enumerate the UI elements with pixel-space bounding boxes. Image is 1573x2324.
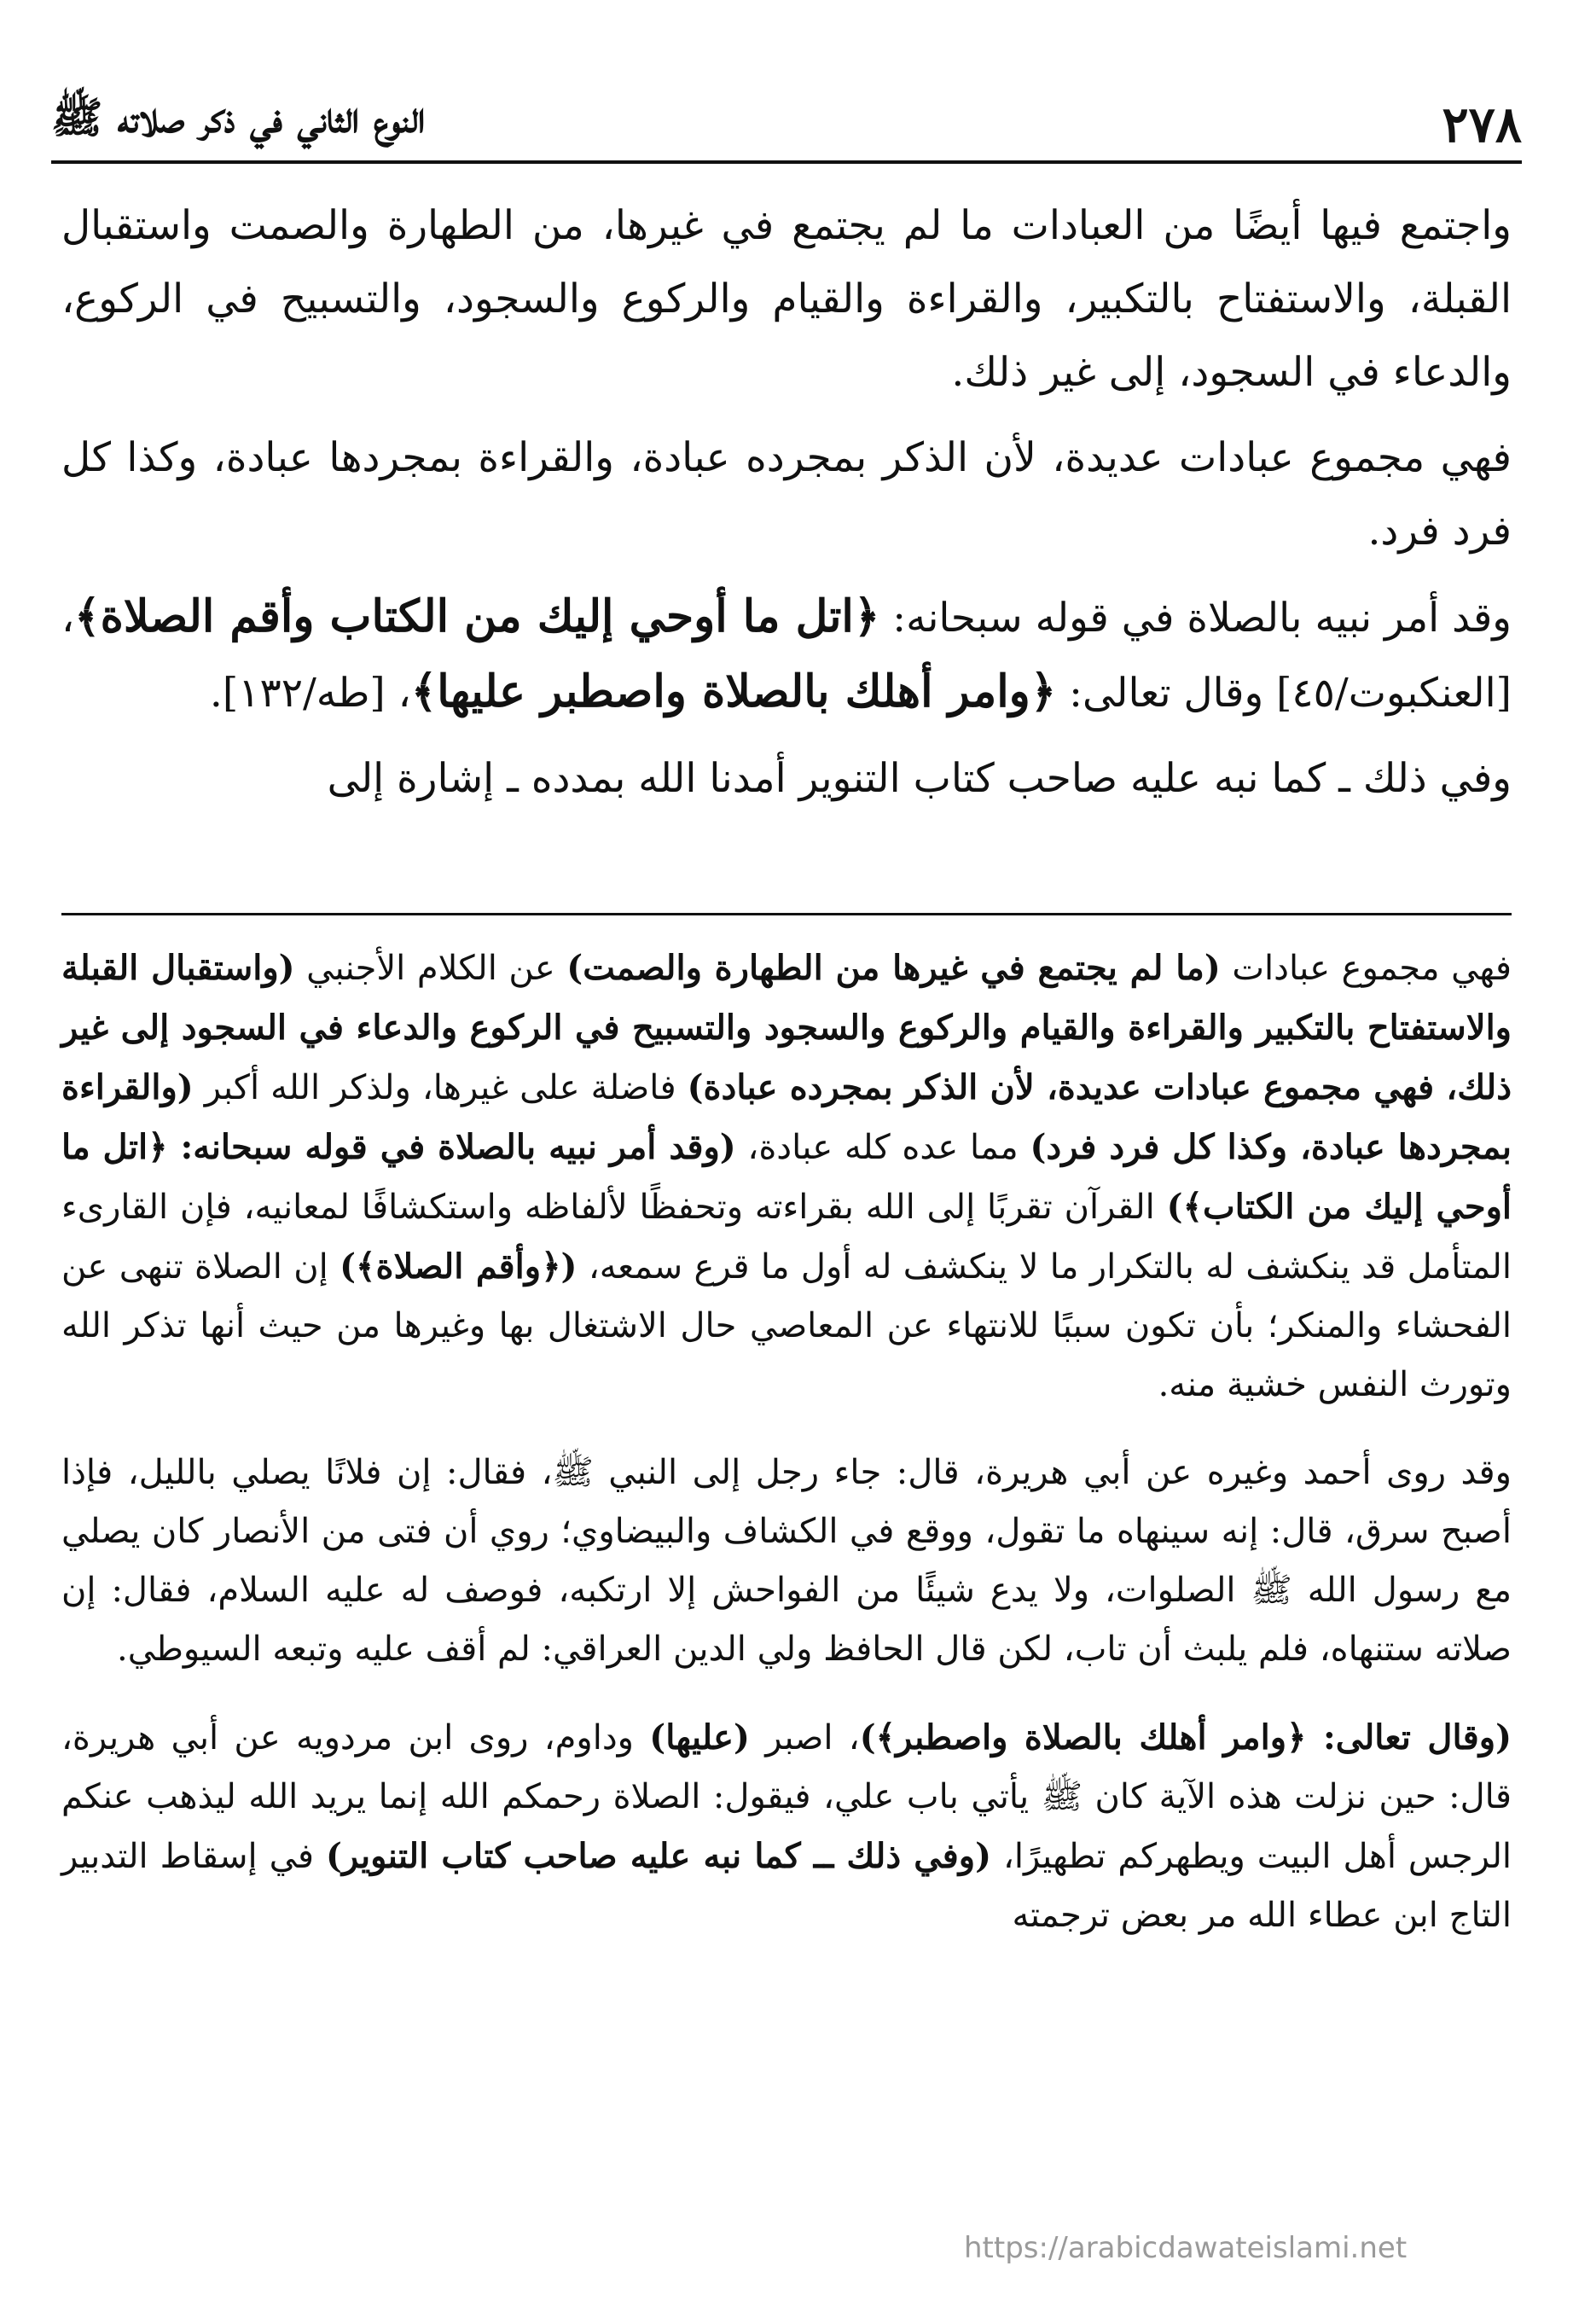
commentary-span: في إسقاط التدبير التاج ابن عطاء الله مر بعض ترجمته [61, 1837, 1512, 1935]
commentary-span: عن الكلام الأجنبي [294, 949, 567, 988]
commentary-span: وداوم، روى ابن مردويه عن أبي هريرة، قال: حين نزلت هذه الآية كان ﷺ يأتي باب علي، فيقول: الصلاة رحمكم الله إنما يريد الله ليذهب عنكم الرجس أهل البيت ويطهركم تطهيرًا، [61, 1718, 1512, 1876]
page-header [51, 85, 1522, 154]
running-title: النوع الثاني في ذكر صلاته ﷺ [51, 92, 426, 142]
commentary-text [61, 938, 1512, 1974]
page-number: ٢٧٨ [1442, 96, 1522, 154]
main-paragraph: واجتمع فيها أيضًا من العبادات ما لم يجتمع في غيرها، من الطهارة والصمت واستقبال القبلة، والاستفتاح بالتكبير، والقراءة والقيام والركوع والسجود، والتسبيح في الركوع، والدعاء في السجود، إلى غير ذلك. [61, 202, 1512, 396]
commentary-span: القرآن تقربًا إلى الله بقراءته وتحفظًا لألفاظه واستكشافًا لمعانيه، فإن القارىء المتأمل قد ينكشف له بالتكرار ما لا ينكشف له أول ما قرع سمعه، [61, 1188, 1512, 1287]
quoted-matn: (عليها) [649, 1717, 750, 1758]
main-paragraph: فهي مجموع عبادات عديدة، لأن الذكر بمجرده عبادة، والقراءة بمجردها عبادة، وكذا كل فرد فرد. [61, 434, 1512, 555]
quoted-matn: (واستقبال القبلة والاستفتاح بالتكبير والقراءة والقيام والركوع والسجود والتسبيح في الركوع والدعاء في السجود إلى غير ذلك، فهي مجموع عبادات عديدة، لأن الذكر بمجرده عبادة) [61, 948, 1512, 1107]
footnote-separator [61, 913, 1512, 915]
main-paragraph-quran [61, 580, 1512, 730]
commentary-span: مما عده كله عبادة، [735, 1128, 1030, 1167]
quran-verse: ﴿اتل ما أوحي إليك من الكتاب وأقم الصلاة﴾ [74, 590, 880, 642]
commentary-paragraph: وقد روى أحمد وغيره عن أبي هريرة، قال: جاء رجل إلى النبي ﷺ، فقال: إن فلانًا يصلي بالليل، فإذا أصبح سرق، قال: إنه سينهاه ما تقول، ووقع في الكشاف والبيضاوي؛ روي أن فتى من الأنصار كان يصلي مع رسول الله ﷺ الصلوات، ولا يدع شيئًا من الفواحش إلا ارتكبه، فوصف له عليه السلام، فقال: إن صلاته ستنهاه، فلم يلبث أن تاب، لكن قال الحافظ ولي الدين العراقي: لم أقف عليه وتبعه السيوطي. [61, 1453, 1512, 1669]
main-text [61, 189, 1512, 828]
commentary-paragraph [61, 1708, 1512, 1945]
main-text-span: ، [طه/١٣٢]. [209, 670, 411, 717]
quoted-matn: (وقد أمر نبيه بالصلاة في قوله سبحانه: ﴿اتل ما أوحي إليك من الكتاب﴾) [61, 1127, 1512, 1227]
commentary-span: فاضلة على غيرها، ولذكر الله أكبر [193, 1068, 688, 1107]
main-text-span: ، [العنكبوت/٤٥] وقال تعالى: [61, 595, 1512, 717]
main-paragraph: وفي ذلك ـ كما نبه عليه صاحب كتاب التنوير أمدنا الله بمدده ـ إشارة إلى [327, 755, 1512, 802]
commentary-span: إن الصلاة تنهى عن الفحشاء والمنكر؛ بأن تكون سببًا للانتهاء عن المعاصي حال الاشتغال بها وغيرها من حيث أنها تذكر الله وتورث النفس خشية منه. [61, 1247, 1512, 1404]
commentary-span: فهي مجموع عبادات [1220, 949, 1512, 988]
quran-verse: ﴿وامر أهلك بالصلاة واصطبر عليها﴾ [410, 665, 1057, 718]
quoted-matn: (﴿وأقم الصلاة﴾) [340, 1246, 578, 1287]
commentary-paragraph [61, 938, 1512, 1415]
commentary-span: ، اصبر [749, 1718, 860, 1758]
quoted-matn: (ما لم يجتمع في غيرها من الطهارة والصمت) [566, 948, 1221, 988]
quoted-matn: (وفي ذلك ــ كما نبه عليه صاحب كتاب التنوير) [325, 1836, 991, 1876]
main-text-span: وقد أمر نبيه بالصلاة في قوله سبحانه: [879, 595, 1512, 642]
header-rule [51, 160, 1522, 164]
watermark-url: https://arabicdawateislami.net [964, 2231, 1408, 2265]
quoted-matn: (وقال تعالى: ﴿وامر أهلك بالصلاة واصطبر﴾) [859, 1717, 1512, 1758]
quoted-matn: (والقراءة بمجردها عبادة، وكذا كل فرد فرد) [61, 1067, 1512, 1167]
